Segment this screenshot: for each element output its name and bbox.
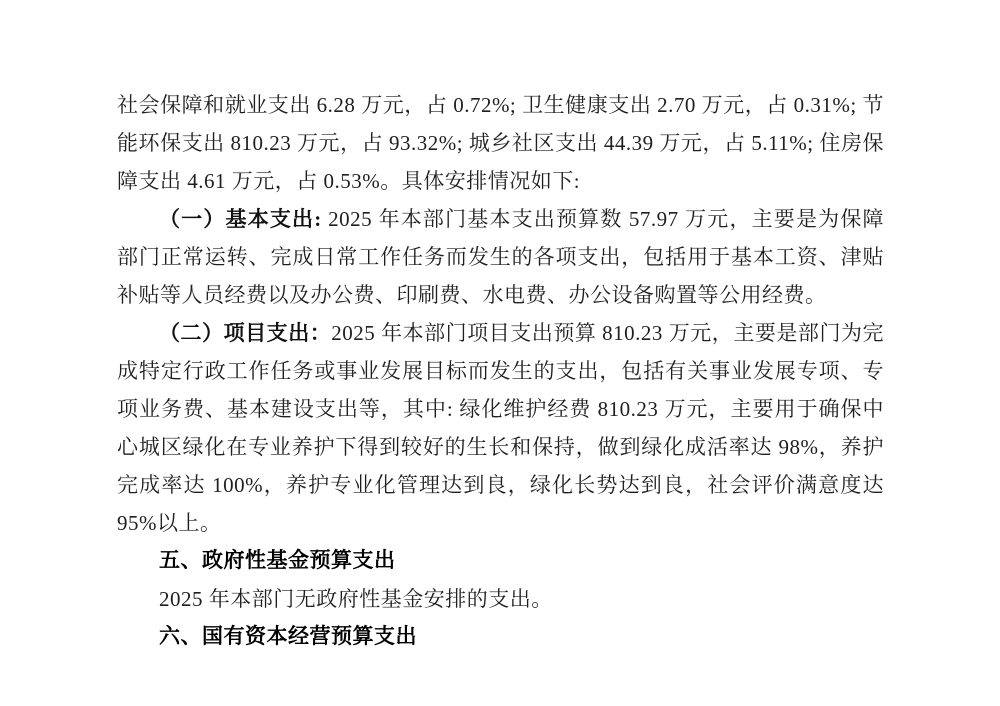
paragraph-project-expenditure [117,314,884,542]
overview-text: 社会保障和就业支出 6.28 万元，占 0.72%; 卫生健康支出 2.70 万元，占 0.31%; 节能环保支出 810.23 万元，占 93.32%; 城乡社区支出 44.39 万元，占 5.11%; 住房保障支出 4.61 万元，占 0.53%。具体安排情况如下: [117,93,884,193]
project-expenditure-text: 2025 年本部门项目支出预算 810.23 万元，主要是部门为完成特定行政工作任务或事业发展目标而发生的支出，包括有关事业发展专项、专项业务费、基本建设支出等，其中: 绿化维护经费 810.23 万元，主要用于确保中心城区绿化在专业养护下得到较好的生长和保持，做到绿化成活率达 98%，养护完成率达 100%，养护专业化管理达到良，绿化长势达到良，社会评价满意度达 95%以上。 [117,321,885,535]
paragraph-expenditure-overview [117,86,884,200]
heading-government-fund-budget [117,542,884,580]
document-body [117,86,884,656]
basic-expenditure-label: （一）基本支出: [159,207,322,231]
basic-expenditure-text: 2025 年本部门基本支出预算数 57.97 万元，主要是为保障部门正常运转、完成日常工作任务而发生的各项支出，包括用于基本工资、津贴补贴等人员经费以及办公费、印刷费、水电费、办公设备购置等公用经费。 [117,207,884,307]
paragraph-basic-expenditure [117,200,884,314]
project-expenditure-label: （二）项目支出： [159,321,332,345]
heading-five-text: 五、政府性基金预算支出 [159,549,396,572]
heading-state-capital-budget [117,618,884,656]
government-fund-note-text: 2025 年本部门无政府性基金安排的支出。 [159,587,553,611]
paragraph-government-fund-note [117,580,884,618]
heading-six-text: 六、国有资本经营预算支出 [159,625,417,648]
